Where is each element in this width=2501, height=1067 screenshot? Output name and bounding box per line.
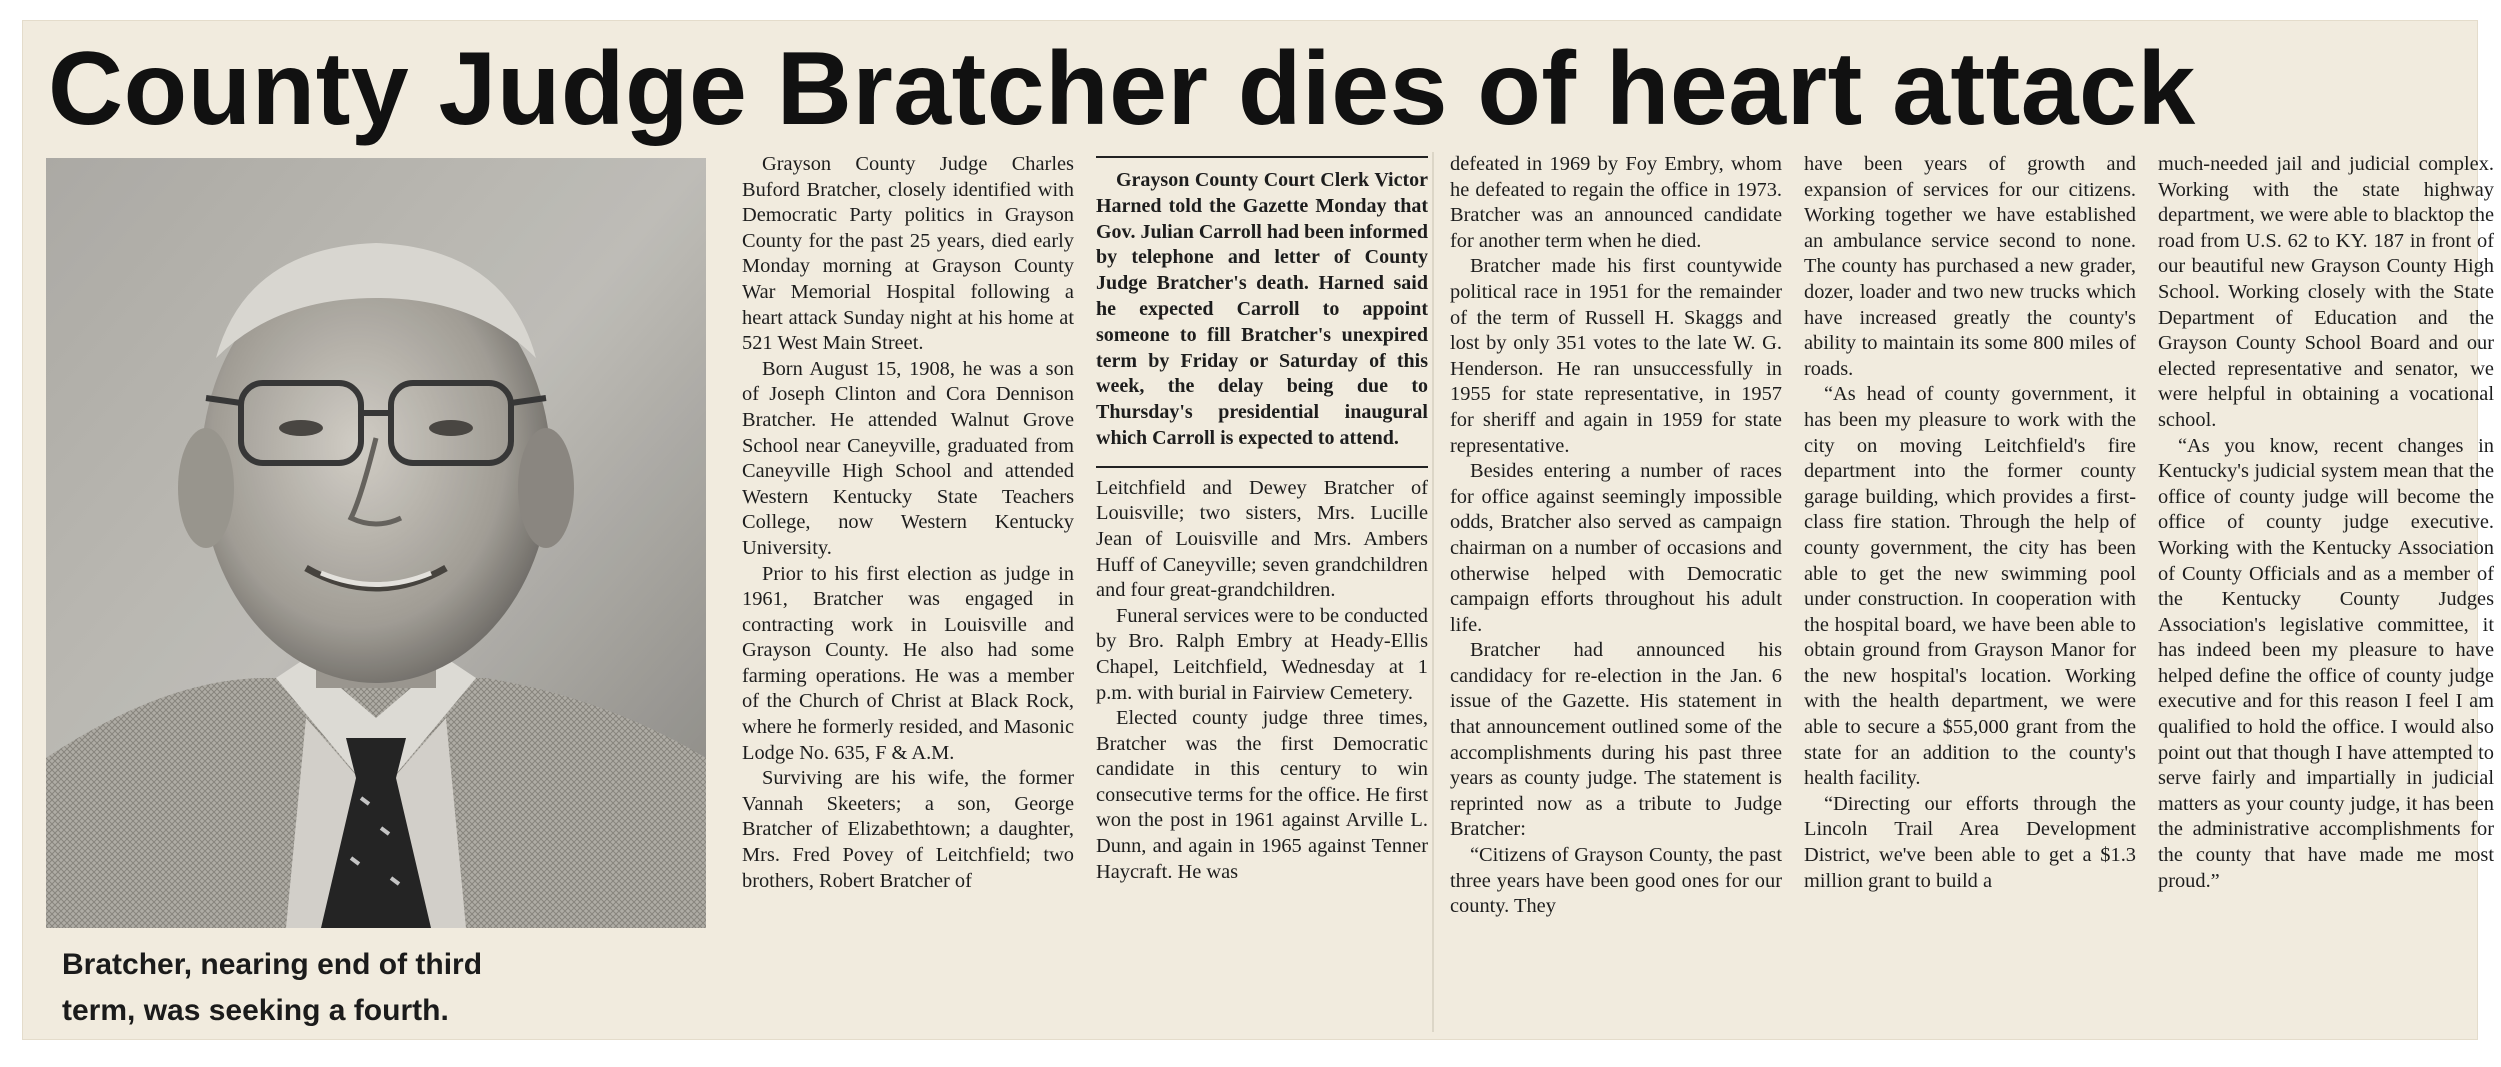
column-3-paragraph: Bratcher had announced his candidacy for re-election in the Jan. 6 issue of the Gazette. His statement in that announcement outlined some of the accomplishments during his past three years as county judge. The statement is reprinted now as a tribute to Judge Bratcher:: [1450, 639, 1782, 841]
column-1-paragraph: Surviving are his wife, the former Vannah Skeeters; a son, George Bratcher of Elizabethtown; a daughter, Mrs. Fred Povey of Leitchfield; two brothers, Robert Bratcher of: [742, 767, 1074, 892]
article-column-3: [1450, 152, 1782, 1030]
paper-fold-crease: [1432, 152, 1434, 1032]
column-5-paragraph: “As you know, recent changes in Kentucky's judicial system mean that the office of county judge will become the office of county judge executive. Working with the Kentucky Association of County Officials and as a member of the Kentucky County Judges Association's legislative committee, it has indeed been my pleasure to have helped define the office of county judge executive and for this reason I feel I am qualified to hold the office. I would also point out that though I have attempted to serve fairly and impartially in judicial matters as your county judge, it has been the administrative accomplishments for the county that have made me most proud.”: [2158, 434, 2494, 892]
column-1-paragraph: Prior to his first election as judge in 1961, Bratcher was engaged in contracting work in Louisville and Grayson County. He also had some farming operations. He was a member of the Church of Christ at Black Rock, where he formerly resided, and Masonic Lodge No. 635, F & A.M.: [742, 562, 1074, 764]
headline: County Judge Bratcher dies of heart attack: [48, 31, 2196, 147]
news-brief-box: [1096, 168, 1428, 452]
column-4-paragraph: have been years of growth and expansion of services for our citizens. Working together we have established an ambulance service second to none. The county has purchased a new grader, dozer, loader and two new trucks which have increased greatly the county's ability to maintain its some 800 miles of roads.: [1804, 153, 2136, 380]
article-column-4: [1804, 152, 2136, 1030]
column-5-paragraph: much-needed jail and judicial complex. Working with the state highway department, we were able to blacktop the road from U.S. 62 to KY. 187 in front of our beautiful new Grayson County High School. Working closely with the State Department of Education and the Grayson County School Board and our elected representative and senator, we were helpful in obtaining a vocational school.: [2158, 153, 2494, 431]
column-1-paragraph: Grayson County Judge Charles Buford Bratcher, closely identified with Democratic Party politics in Grayson County for the past 25 years, died early Monday morning at Grayson County War Memorial Hospital following a heart attack Sunday night at his home at 521 West Main Street.: [742, 153, 1074, 355]
photo-caption: [62, 942, 702, 1034]
column-2-paragraph: Elected county judge three times, Bratcher was the first Democratic candidate in this century to win consecutive terms for the office. He first won the post in 1961 against Arville L. Dunn, and again in 1965 against Tenner Haycraft. He was: [1096, 707, 1428, 883]
portrait-photo-image: [46, 158, 706, 928]
column-3-paragraph: Bratcher made his first countywide political race in 1951 for the remainder of the term of Russell H. Skaggs and lost by only 351 votes to the late W. G. Henderson. He ran unsuccessfully in 1955 for state representative, in 1957 for sheriff and again in 1959 for state representative.: [1450, 255, 1782, 457]
box-bottom-rule: [1096, 466, 1428, 468]
caption-line-2: term, was seeking a fourth.: [62, 994, 449, 1027]
column-2-paragraph: Leitchfield and Dewey Bratcher of Louisville; two sisters, Mrs. Lucille Jean of Louisville and Mrs. Ambers Huff of Caneyville; seven grandchildren and four great-grandchildren.: [1096, 476, 1428, 602]
column-4-paragraph: “Directing our efforts through the Lincoln Trail Area Development District, we've been able to get a $1.3 million grant to build a: [1804, 792, 2136, 892]
article-column-5: [2158, 152, 2494, 1030]
column-3-paragraph: defeated in 1969 by Foy Embry, whom he defeated to regain the office in 1973. Bratcher was an announced candidate for another term when he died.: [1450, 153, 1782, 252]
box-top-rule: [1096, 156, 1428, 158]
caption-line-1: Bratcher, nearing end of third: [62, 948, 483, 981]
column-4-paragraph: “As head of county government, it has been my pleasure to work with the city on moving Leitchfield's fire department into the former county garage building, which provides a first-class fire station. Through the help of county government, the city has been able to get the new swimming pool under construction. In cooperation with the hospital board, we have been able to obtain ground from Grayson Manor for the new hospital's location. Working with the health department, we were able to secure a $55,000 grant from the state for an addition to the county's health facility.: [1804, 383, 2136, 790]
column-3-paragraph: “Citizens of Grayson County, the past three years have been good ones for our county. They: [1450, 844, 1782, 918]
news-brief-text: Grayson County Court Clerk Victor Harned told the Gazette Monday that Gov. Julian Carroll had been informed by telephone and letter of County Judge Bratcher's death. Harned said he expected Carroll to appoint someone to fill Bratcher's unexpired term by Friday or Saturday of this week, the delay being due to Thursday's presidential inaugural which Carroll is expected to attend.: [1096, 169, 1428, 449]
newspaper-clipping: [22, 20, 2494, 1040]
portrait-photo: [46, 158, 706, 928]
article-column-2: [1096, 152, 1428, 1030]
article-column-1: [742, 152, 1074, 1030]
column-1-paragraph: Born August 15, 1908, he was a son of Joseph Clinton and Cora Dennison Bratcher. He attended Walnut Grove School near Caneyville, graduated from Caneyville High School and attended Western Kentucky State Teachers College, now Western Kentucky University.: [742, 357, 1074, 559]
column-2-paragraph: Funeral services were to be conducted by Bro. Ralph Embry at Heady-Ellis Chapel, Leitchfield, Wednesday at 1 p.m. with burial in Fairview Cemetery.: [1096, 604, 1428, 704]
column-3-paragraph: Besides entering a number of races for office against seemingly impossible odds, Bratcher also served as campaign chairman on a number of occasions and otherwise helped with Democratic campaign efforts throughout his adult life.: [1450, 460, 1782, 636]
